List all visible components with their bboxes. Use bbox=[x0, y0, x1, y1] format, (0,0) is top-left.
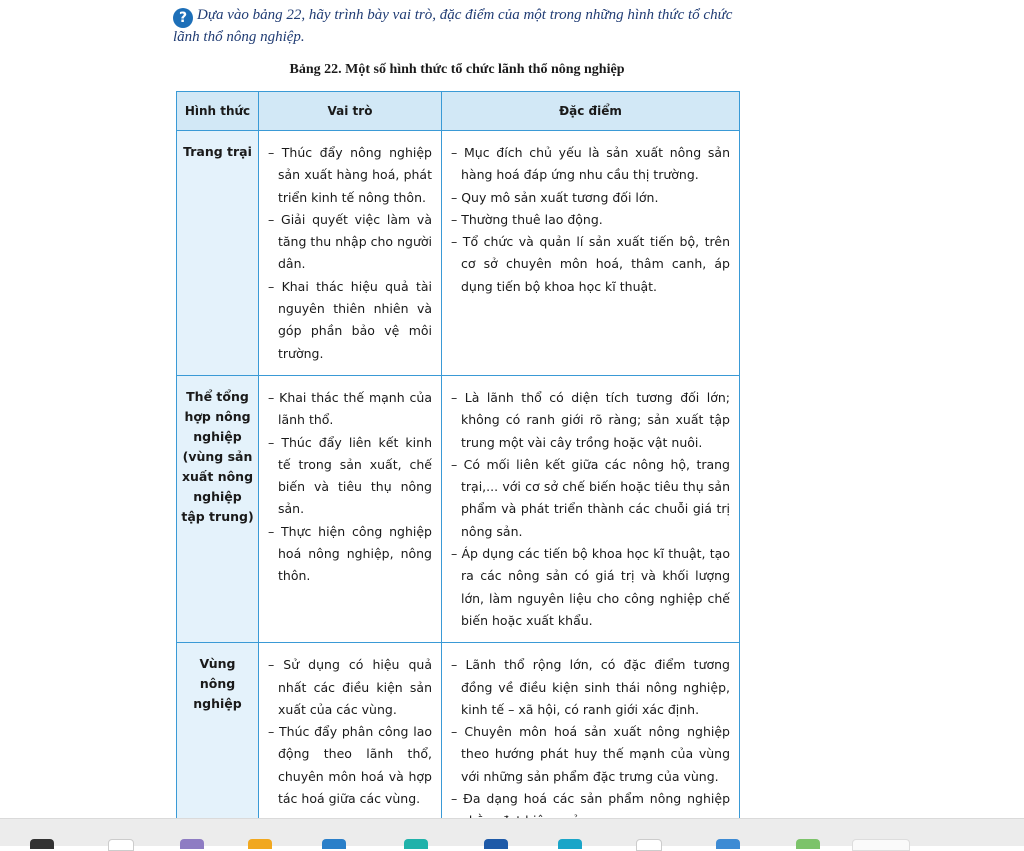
row-roles-cell bbox=[259, 131, 442, 376]
role-item: – Thúc đẩy nông nghiệp sản xuất hàng hoá, phát triển kinh tế nông thôn. bbox=[268, 145, 432, 205]
table-row bbox=[177, 643, 740, 843]
table-header-row bbox=[177, 92, 740, 131]
row-roles-cell bbox=[259, 643, 442, 843]
taskbar-app-icon[interactable] bbox=[248, 839, 272, 849]
agriculture-organization-table bbox=[176, 91, 740, 844]
feature-item: – Có mối liên kết giữa các nông hộ, trang trại,... với cơ sở chế biến hoặc tiêu thụ sản phẩm và phát triển thành các chuỗi giá trị nông sản. bbox=[451, 456, 730, 539]
table-title: Bảng 22. Một số hình thức tổ chức lãnh thổ nông nghiệp bbox=[289, 62, 625, 77]
feature-item: – Đa dạng hoá các sản phẩm nông nghiệp bbox=[451, 791, 730, 807]
taskbar-app-icon[interactable] bbox=[180, 839, 204, 849]
role-item: – Khai thác hiệu quả tài nguyên thiên nhiên và góp phần bảo vệ môi trường. bbox=[268, 278, 432, 361]
question-text: Dựa vào bảng 22, hãy trình bày vai trò, đặc điểm của một trong những hình thức tổ chức lãnh thổ nông nghiệp. bbox=[173, 7, 733, 45]
taskbar-app-icon[interactable] bbox=[108, 839, 134, 851]
role-item: – Giải quyết việc làm và tăng thu nhập cho người dân. bbox=[268, 211, 432, 272]
taskbar-app-icon[interactable] bbox=[796, 839, 820, 849]
feature-item: – Chuyên môn hoá sản xuất nông nghiệp theo hướng phát huy thế mạnh của vùng với những sản phẩm đặc trưng của vùng. bbox=[451, 724, 730, 784]
role-item: – Thực hiện công nghiệp hoá nông nghiệp, nông thôn. bbox=[268, 523, 432, 584]
row-roles-cell bbox=[259, 375, 442, 642]
feature-item: – Quy mô sản xuất tương đối lớn. bbox=[451, 189, 659, 205]
feature-item: – Áp dụng các tiến bộ khoa học kĩ thuật, tạo ra các nông sản có giá trị và khối lượng lớn, làm nguyên liệu cho công nghiệp chế biến hoặc xuất khẩu. bbox=[451, 546, 730, 628]
feature-item: – Tổ chức và quản lí sản xuất tiến bộ, trên cơ sở chuyên môn hoá, thâm canh, áp dụng tiến bộ khoa học kĩ thuật. bbox=[451, 234, 730, 294]
question-mark-icon: ? bbox=[173, 8, 193, 28]
row-features-cell bbox=[442, 131, 740, 376]
role-item: – Khai thác thế mạnh của lãnh thổ. bbox=[268, 389, 432, 428]
taskbar-app-icon[interactable] bbox=[558, 839, 582, 849]
header-form: Hình thức bbox=[177, 92, 259, 131]
question-text-block bbox=[173, 6, 753, 47]
row-form-cell: Vùng nông nghiệp bbox=[177, 643, 259, 843]
row-features-cell bbox=[442, 375, 740, 642]
role-item: – Thúc đẩy phân công lao động theo lãnh thổ, chuyên môn hoá và hợp tác hoá giữa các vùng. bbox=[268, 724, 432, 807]
taskbar bbox=[0, 818, 1024, 846]
row-form-cell: Thể tổng hợp nông nghiệp (vùng sản xuất nông nghiệp tập trung) bbox=[177, 375, 259, 642]
taskbar-app-icon[interactable] bbox=[404, 839, 428, 849]
header-features: Đặc điểm bbox=[442, 92, 740, 131]
row-form-cell: Trang trại bbox=[177, 131, 259, 376]
taskbar-app-icon[interactable] bbox=[322, 839, 346, 849]
role-item: – Thúc đẩy liên kết kinh tế trong sản xuất, chế biến và tiêu thụ nông sản. bbox=[268, 434, 432, 517]
feature-item: – Mục đích chủ yếu là sản xuất nông sản hàng hoá đáp ứng nhu cầu thị trường. bbox=[451, 145, 730, 183]
taskbar-app-icon[interactable] bbox=[636, 839, 662, 851]
feature-item: – Thường thuê lao động. bbox=[451, 211, 603, 227]
taskbar-app-icon[interactable] bbox=[30, 839, 54, 849]
table-row bbox=[177, 131, 740, 376]
role-item: – Sử dụng có hiệu quả nhất các điều kiện sản xuất của các vùng. bbox=[268, 657, 432, 717]
header-role: Vai trò bbox=[259, 92, 442, 131]
row-features-cell bbox=[442, 643, 740, 843]
taskbar-app-icon[interactable] bbox=[484, 839, 508, 849]
feature-item: – Là lãnh thổ có diện tích tương đối lớn; không có ranh giới rõ ràng; sản xuất tập trung một vài cây trồng hoặc vật nuôi. bbox=[451, 389, 730, 450]
feature-item: – Lãnh thổ rộng lớn, có đặc điểm tương đồng về điều kiện sinh thái nông nghiệp, kinh tế – xã hội, có ranh giới xác định. bbox=[451, 657, 730, 717]
taskbar-app-icon[interactable] bbox=[852, 839, 910, 851]
taskbar-app-icon[interactable] bbox=[716, 839, 740, 849]
table-row bbox=[177, 375, 740, 642]
